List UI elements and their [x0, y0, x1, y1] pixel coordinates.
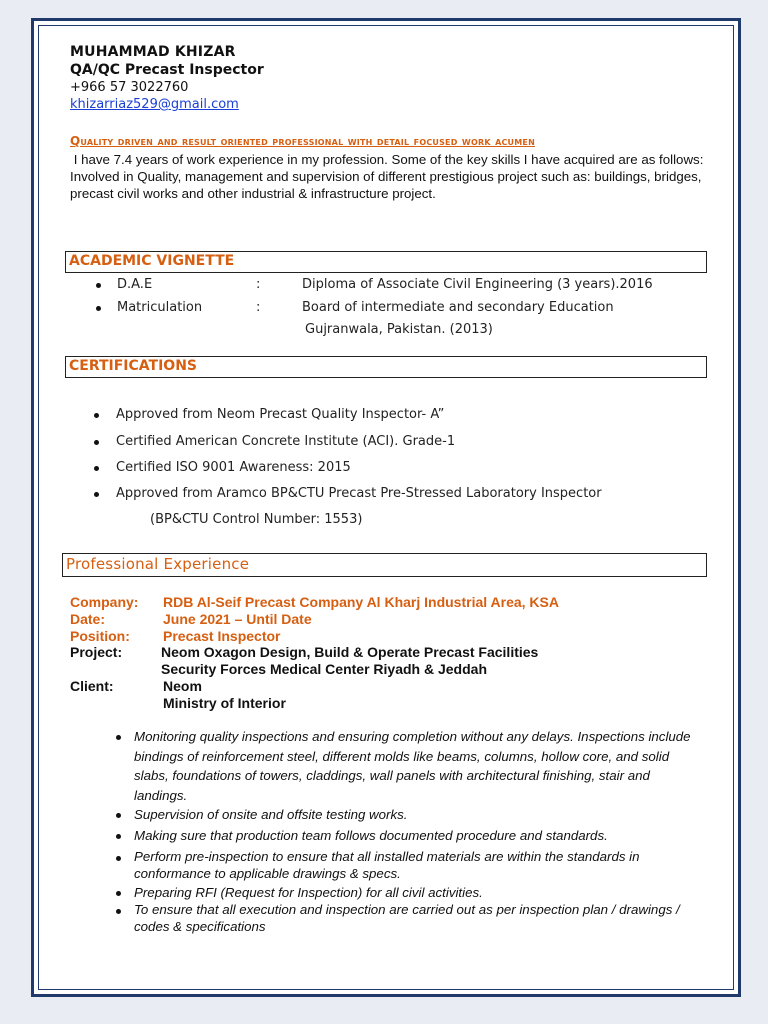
- certification-item: Certified ISO 9001 Awareness: 2015: [116, 460, 351, 475]
- academic-item-separator: :: [256, 300, 261, 315]
- bullet-icon: [96, 283, 101, 288]
- experience-section-header: [62, 553, 707, 577]
- certification-item: Approved from Aramco BP&CTU Precast Pre-Stressed Laboratory Inspector: [116, 486, 602, 501]
- bullet-icon: [94, 492, 99, 497]
- summary-paragraph: I have 7.4 years of work experience in my profession. Some of the key skills I have acquired are as follows: Involved in Quality, management and supervision of different prestigious project such as: buildings, bridges, precast civil works and other industrial & infrastructure project.: [70, 152, 704, 201]
- experience-section-title: Professional Experience: [66, 555, 250, 573]
- academic-item-label: D.A.E: [117, 277, 153, 292]
- duty-item: Supervision of onsite and offsite testing works.: [134, 807, 408, 822]
- certification-item: Approved from Neom Precast Quality Inspector- A”: [116, 407, 445, 422]
- duty-item: To ensure that all execution and inspection are carried out as per inspection plan / drawings / codes & specifications: [134, 902, 680, 934]
- academic-item-label: Matriculation: [117, 300, 203, 315]
- date-value: June 2021 – Until Date: [163, 611, 312, 627]
- certification-note: (BP&CTU Control Number: 1553): [150, 512, 363, 527]
- bullet-icon: [116, 735, 121, 740]
- company-value: RDB Al-Seif Precast Company Al Kharj Industrial Area, KSA: [163, 594, 559, 610]
- client-value: Neom: [163, 678, 202, 694]
- candidate-email-link[interactable]: khizarriaz529@gmail.com: [70, 97, 239, 112]
- bullet-icon: [116, 834, 121, 839]
- project-value-continued: Security Forces Medical Center Riyadh & Jeddah: [161, 661, 487, 677]
- duty-item: Making sure that production team follows documented procedure and standards.: [134, 828, 608, 843]
- bullet-icon: [94, 413, 99, 418]
- bullet-icon: [116, 856, 121, 861]
- project-label: Project:: [70, 644, 123, 660]
- academic-item-value: Diploma of Associate Civil Engineering (3 years).2016: [302, 277, 653, 292]
- bullet-icon: [96, 306, 101, 311]
- certification-item: Certified American Concrete Institute (ACI). Grade-1: [116, 434, 456, 449]
- client-value-continued: Ministry of Interior: [163, 695, 286, 711]
- date-label: Date:: [70, 611, 106, 627]
- summary-tagline: Quality driven and result oriented professional with detail focused work acumen: [70, 134, 535, 148]
- bullet-icon: [94, 440, 99, 445]
- academic-item-value: Board of intermediate and secondary Education: [302, 300, 614, 315]
- candidate-name: MUHAMMAD KHIZAR: [70, 44, 236, 60]
- client-label: Client:: [70, 678, 114, 694]
- academic-item-separator: :: [256, 277, 261, 292]
- bullet-icon: [94, 466, 99, 471]
- certifications-section-title: CERTIFICATIONS: [69, 358, 198, 374]
- position-value: Precast Inspector: [163, 628, 281, 644]
- bullet-icon: [116, 891, 121, 896]
- academic-section-title: ACADEMIC VIGNETTE: [69, 253, 235, 269]
- duty-item: Preparing RFI (Request for Inspection) for all civil activities.: [134, 885, 483, 900]
- company-label: Company:: [70, 594, 139, 610]
- position-label: Position:: [70, 628, 130, 644]
- certifications-section-header: [65, 356, 707, 378]
- bullet-icon: [116, 813, 121, 818]
- academic-item-value-continued: Gujranwala, Pakistan. (2013): [305, 322, 493, 337]
- summary-text: [70, 151, 710, 202]
- duty-item: Monitoring quality inspections and ensuring completion without any delays. Inspections include bindings of reinforcement steel, different molds like beams, columns, hollow core, and solid slabs, foundations of towers, claddings, wall panels with architectural finishing, stair and landings.: [134, 729, 691, 803]
- duty-item: Perform pre-inspection to ensure that all installed materials are within the standards in conformance to applicable drawings & specs.: [134, 849, 640, 881]
- academic-section-header: [65, 251, 707, 273]
- project-value: Neom Oxagon Design, Build & Operate Precast Facilities: [161, 644, 539, 660]
- candidate-role: QA/QC Precast Inspector: [70, 62, 264, 78]
- candidate-phone: +966 57 3022760: [70, 80, 189, 95]
- bullet-icon: [116, 909, 121, 914]
